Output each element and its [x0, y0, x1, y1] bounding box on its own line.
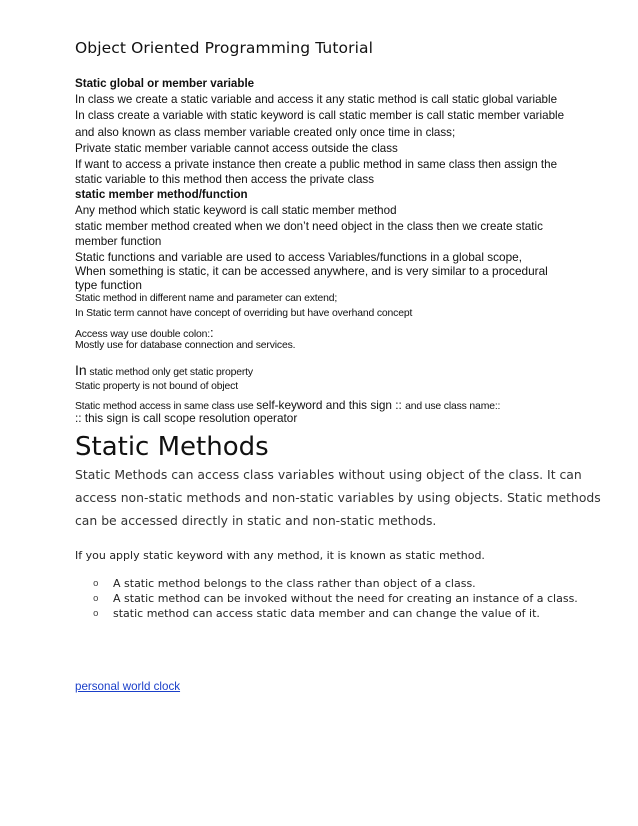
access-prefix: Access way use double colon: — [75, 329, 210, 340]
class-name-text: and use class name:: — [405, 401, 501, 412]
text-line: Static property is not bound of object — [75, 381, 238, 392]
in-rest: static method only get static property — [86, 367, 253, 378]
static-methods-heading: Static Methods — [75, 432, 269, 462]
intro-line: access non-static methods and non-static variables by using objects. Static methods — [75, 490, 601, 505]
text-line: When something is static, it can be accessed anywhere, and is very similar to a procedural — [75, 264, 548, 278]
text-line: member function — [75, 235, 162, 248]
personal-world-clock-link[interactable]: personal world clock — [75, 680, 181, 693]
text-line: In Static term cannot have concept of overriding but have overhand concept — [75, 308, 413, 319]
text-line: and also known as class member variable created only once time in class; — [75, 126, 456, 139]
static-property-line — [75, 362, 253, 380]
bullet-marker: o — [93, 579, 99, 589]
bullet-marker: o — [93, 609, 99, 619]
in-word: In — [75, 362, 87, 378]
access-suffix: : — [210, 325, 214, 340]
text-line: Private static member variable cannot access outside the class — [75, 142, 398, 155]
self-keyword-text: self-keyword and this sign :: — [256, 398, 406, 412]
text-line: type function — [75, 278, 142, 292]
intro-line: Static Methods can access class variables without using object of the class. It can — [75, 467, 582, 482]
apply-line: If you apply static keyword with any method, it is known as static method. — [75, 549, 485, 562]
text-line: In class we create a static variable and access it any static method is call static global variable — [75, 93, 558, 106]
document-title: Object Oriented Programming Tutorial — [75, 39, 374, 57]
text-line: Any method which static keyword is call static member method — [75, 204, 397, 217]
bullet-marker: o — [93, 594, 99, 604]
bullet-item: static method can access static data member and can change the value of it. — [113, 607, 540, 620]
intro-line: can be accessed directly in static and non-static methods. — [75, 513, 437, 528]
text-line: static member method created when we don’t need object in the class then we create static — [75, 220, 543, 233]
section-heading-static-method: static member method/function — [75, 188, 248, 201]
bullet-item: A static method belongs to the class rather than object of a class. — [113, 577, 476, 590]
self-prefix: Static method access in same class use — [75, 401, 257, 412]
section-heading-static-variable: Static global or member variable — [75, 77, 255, 90]
bullet-item: A static method can be invoked without the need for creating an instance of a class. — [113, 592, 578, 605]
text-line: In class create a variable with static keyword is call static member is call static member variable — [75, 109, 565, 122]
text-line: Static method in different name and parameter can extend; — [75, 293, 338, 304]
text-line: If want to access a private instance then create a public method in same class then assign the — [75, 158, 558, 171]
text-line: :: this sign is call scope resolution operator — [75, 411, 298, 425]
text-line: static variable to this method then access the private class — [75, 173, 375, 186]
text-line: Static functions and variable are used to access Variables/functions in a global scope, — [75, 250, 523, 264]
text-line: Mostly use for database connection and services. — [75, 340, 296, 351]
